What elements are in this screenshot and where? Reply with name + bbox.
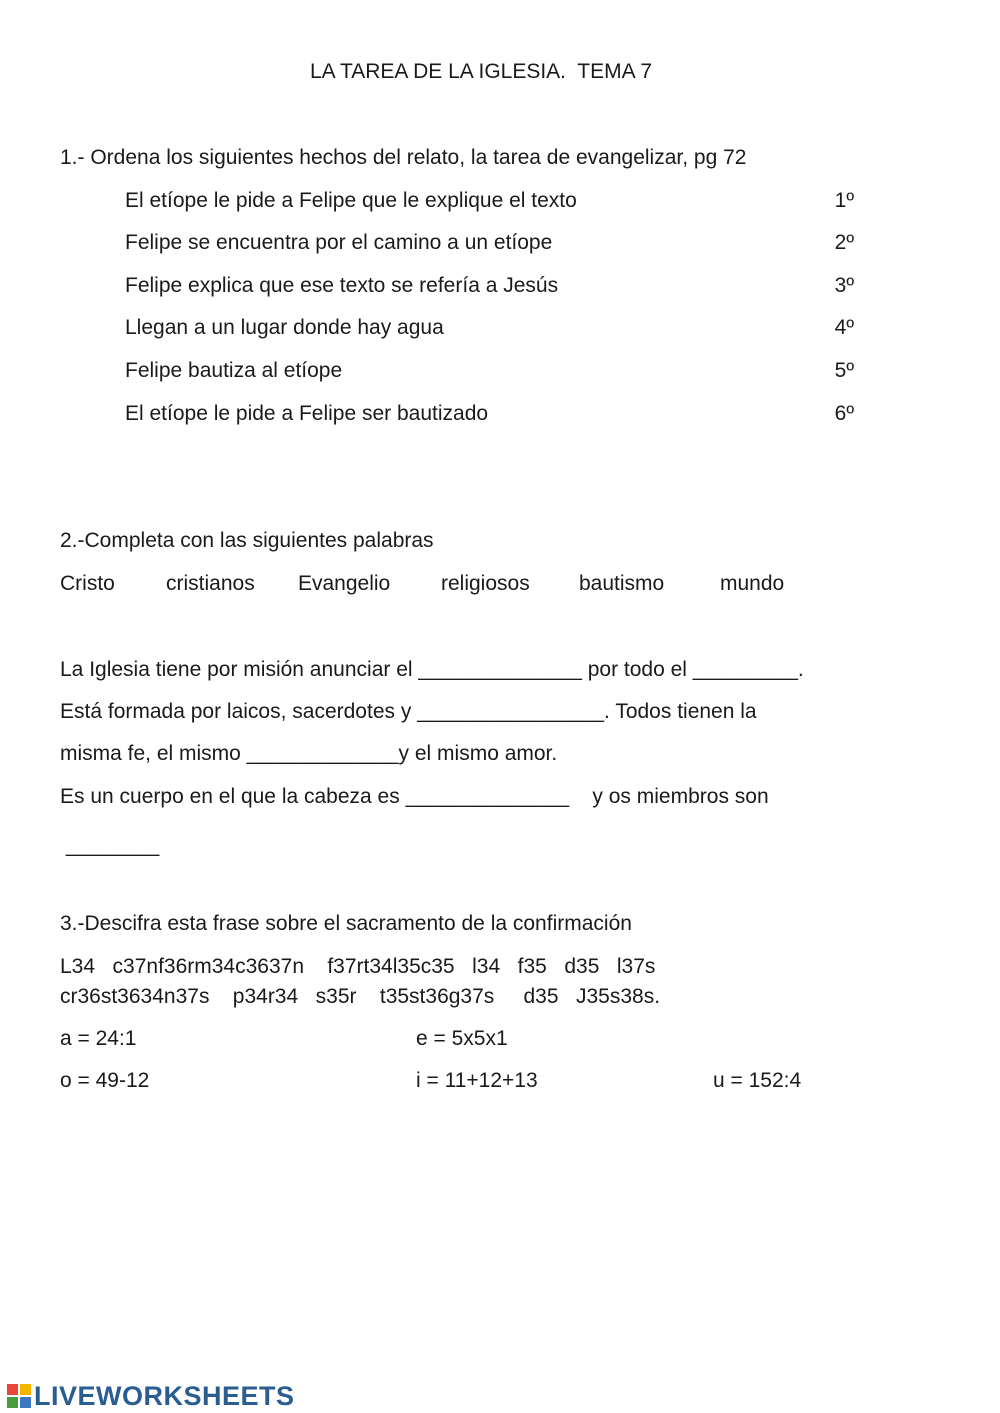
section2-heading: 2.-Completa con las siguientes palabras <box>60 529 434 552</box>
key-a: a = 24:1 <box>60 1027 137 1050</box>
word-option: religiosos <box>441 572 530 595</box>
fill-in-line-3: misma fe, el mismo _____________y el mismo amor. <box>60 742 558 765</box>
event-item-2: Felipe se encuentra por el camino a un etíope <box>125 231 553 254</box>
liveworksheets-brand: LIVEWORKSHEETS <box>34 1380 295 1411</box>
event-item-6: El etíope le pide a Felipe ser bautizado <box>125 402 489 425</box>
word-option: Cristo <box>60 572 115 595</box>
fill-in-line-2: Está formada por laicos, sacerdotes y ________________. Todos tienen la <box>60 700 757 723</box>
key-i: i = 11+12+13 <box>416 1069 538 1092</box>
event-order-4: 4º <box>834 316 854 339</box>
event-item-3: Felipe explica que ese texto se refería a Jesús <box>125 274 559 297</box>
event-order-2: 2º <box>834 231 854 254</box>
key-o: o = 49-12 <box>60 1069 150 1092</box>
key-u: u = 152:4 <box>713 1069 802 1092</box>
event-item-5: Felipe bautiza al etíope <box>125 359 343 382</box>
page-title: LA TAREA DE LA IGLESIA. TEMA 7 <box>310 60 652 83</box>
code-line-2: cr36st3634n37s p34r34 s35r t35st36g37s d35 J35s38s. <box>60 985 661 1008</box>
word-option: cristianos <box>166 572 255 595</box>
liveworksheets-logo-icon <box>6 1383 32 1409</box>
fill-in-line-5: ________ <box>60 834 160 857</box>
word-option: bautismo <box>579 572 665 595</box>
event-item-1: El etíope le pide a Felipe que le explique el texto <box>125 189 577 212</box>
code-line-1: L34 c37nf36rm34c3637n f37rt34l35c35 l34 f35 d35 l37s <box>60 955 656 978</box>
key-e: e = 5x5x1 <box>416 1027 508 1050</box>
event-order-3: 3º <box>834 274 854 297</box>
section1-heading: 1.- Ordena los siguientes hechos del relato, la tarea de evangelizar, pg 72 <box>60 146 747 169</box>
word-option: mundo <box>720 572 785 595</box>
fill-in-line-1: La Iglesia tiene por misión anunciar el ______________ por todo el _________. <box>60 658 804 681</box>
event-item-4: Llegan a un lugar donde hay agua <box>125 316 444 339</box>
event-order-1: 1º <box>834 189 854 212</box>
event-order-6: 6º <box>834 402 854 425</box>
event-order-5: 5º <box>834 359 854 382</box>
fill-in-line-4: Es un cuerpo en el que la cabeza es ______________ y os miembros son <box>60 785 769 808</box>
liveworksheets-logo <box>6 1381 295 1411</box>
section3-heading: 3.-Descifra esta frase sobre el sacramento de la confirmación <box>60 912 632 935</box>
word-option: Evangelio <box>298 572 391 595</box>
